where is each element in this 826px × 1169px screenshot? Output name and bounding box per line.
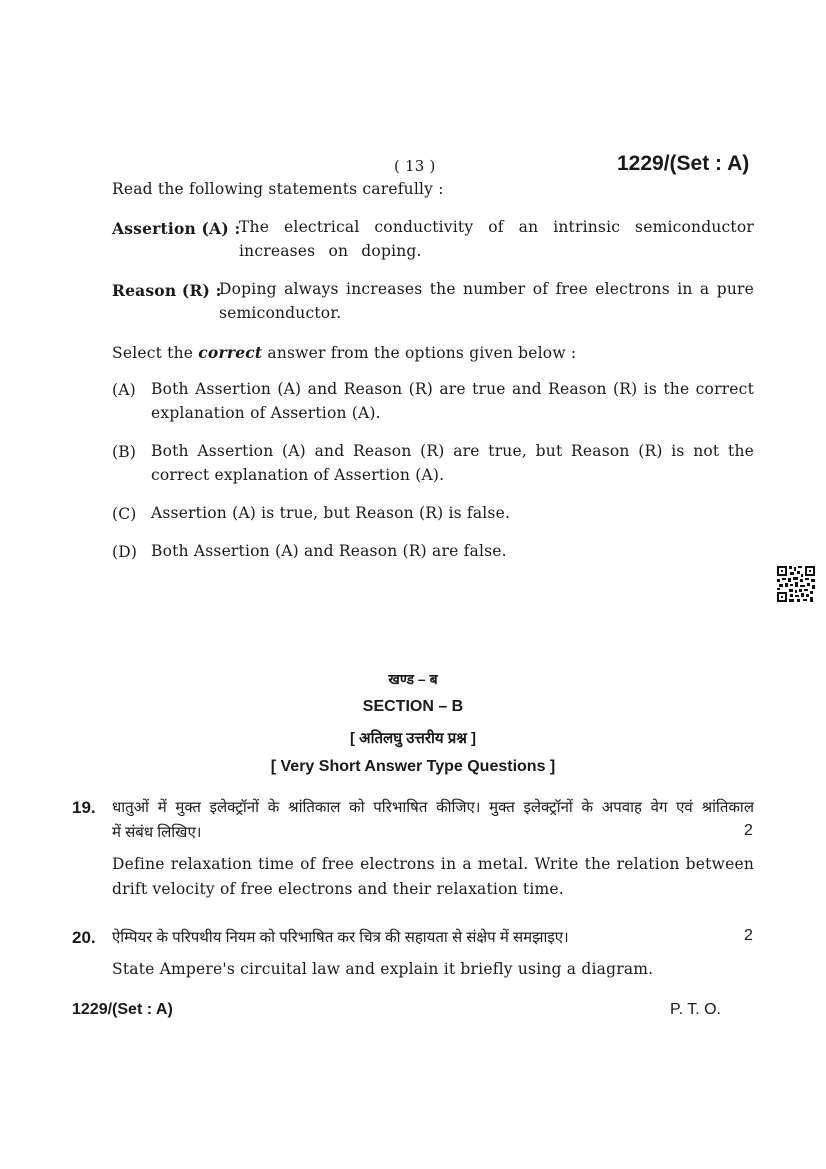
reason-text: Doping always increases the number of free electrons in a pure semiconductor. (219, 280, 754, 322)
assertion-label: Assertion (A) : (112, 219, 241, 238)
option-letter: (D) (112, 543, 138, 561)
section-subtitle: [ Very Short Answer Type Questions ] (270, 758, 556, 775)
paper-code-header: 1229/(Set : A) (617, 152, 750, 175)
section-hindi-subtitle: [ अतिलघु उत्तरीय प्रश्न ] (349, 730, 477, 747)
option-c (0, 501, 826, 531)
question-english: State Ampere's circuital law and explain it briefly using a diagram. (112, 960, 654, 978)
question-hindi-line1: धातुओं में मुक्त इलेक्ट्रॉनों के श्रांतिकाल को परिभाषित कीजिए। मुक्त इलेक्ट्रॉनों के अपवाह वेग एवं श्रांतिकाल (112, 799, 754, 816)
page-number: ( 13 ) (394, 157, 436, 175)
assertion-text: The electrical conductivity of an intrinsic semiconductor increases on doping. (239, 218, 754, 260)
option-b (0, 439, 826, 484)
option-letter: (B) (112, 443, 137, 461)
question-hindi: ऐम्पियर के परिपथीय नियम को परिभाषित कर चित्र की सहायता से संक्षेप में समझाइए। (112, 929, 569, 946)
qr-code-icon (776, 565, 816, 603)
select-emphasis: correct (198, 343, 263, 362)
question-number: 19. (72, 798, 96, 817)
option-d (0, 539, 826, 569)
question-number: 20. (72, 928, 96, 947)
option-a (0, 377, 826, 422)
option-letter: (A) (112, 381, 136, 399)
option-text: Assertion (A) is true, but Reason (R) is false. (151, 504, 511, 522)
paper-code-footer: 1229/(Set : A) (72, 1001, 173, 1018)
question-hindi-line2: में संबंध लिखिए। (112, 824, 202, 841)
section-hindi-title: खण्ड – ब (388, 671, 438, 687)
reason-label: Reason (R) : (112, 281, 222, 300)
question-english: Define relaxation time of free electrons in a metal. Write the relation between drift velocity of free electrons and their relaxation time. (112, 855, 754, 898)
section-title: SECTION – B (362, 698, 464, 715)
select-prefix: Select the (112, 344, 194, 362)
instruction-text: Read the following statements carefully : (112, 180, 444, 198)
option-text: Both Assertion (A) and Reason (R) are true and Reason (R) is the correct explanation of Assertion (A). (151, 380, 754, 422)
option-text: Both Assertion (A) and Reason (R) are true, but Reason (R) is not the correct explanation of Assertion (A). (151, 442, 754, 484)
option-letter: (C) (112, 505, 137, 523)
pto-label: P. T. O. (670, 1001, 721, 1018)
select-instruction (112, 343, 576, 362)
select-suffix: answer from the options given below : (267, 344, 577, 362)
option-text: Both Assertion (A) and Reason (R) are false. (151, 542, 507, 560)
question-marks: 2 (744, 927, 753, 944)
question-marks: 2 (744, 822, 753, 839)
